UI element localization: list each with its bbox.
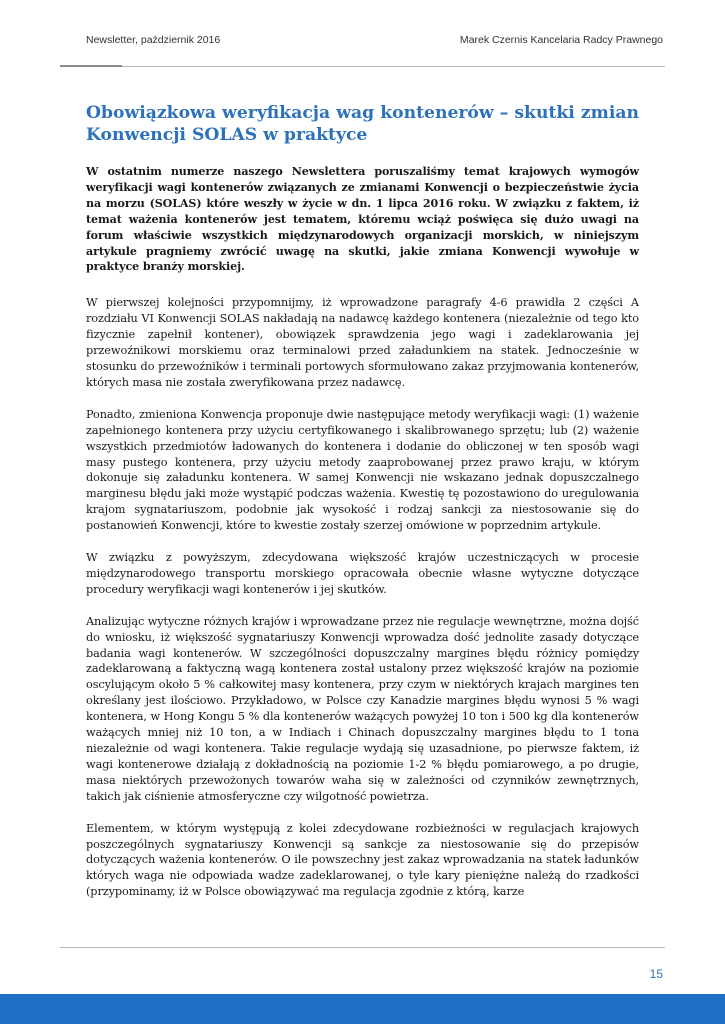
footer-color-band <box>0 994 725 1024</box>
article-paragraph: Analizując wytyczne różnych krajów i wprowadzane przez nie regulacje wewnętrzne, można dojść do wniosku, iż większość sygnatariuszy Konwencji wprowadza dość jednolite zasady dotyczące badania wagi kontenerów. W szczególności dopuszczalny margines błędu różnicy pomiędzy zadeklarowaną a faktyczną wagą kontenera został ustalony przez większość krajów na poziomie oscylującym około 5 % całkowitej masy kontenera, przy czym w niektórych krajach margines ten określany jest ilościowo. Przykładowo, w Polsce czy Kanadzie margines błędu wynosi 5 % wagi kontenera, w Hong Kongu 5 % dla kontenerów ważących powyżej 10 ton i 500 kg dla kontenerów ważących mniej niż 10 ton, a w Indiach i Chinach dopuszczalny margines błędu to 1 tona niezależnie od wagi kontenera. Takie regulacje wydają się uzasadnione, po pierwsze faktem, iż wagi kontenerowe działają z dokładnością na poziomie 1-2 % błędu pomiarowego, a po drugie, masa niektórych przewożonych towarów waha się w zależności od czynników zewnętrznych, takich jak ciśnienie atmosferyczne czy wilgotność powietrza. <box>86 614 639 803</box>
article-title: Obowiązkowa weryfikacja wag kontenerów – skutki zmian Konwencji SOLAS w praktyce <box>86 103 639 145</box>
article-paragraph: W związku z powyższym, zdecydowana większość krajów uczestniczących w procesie międzynarodowego transportu morskiego opracowała obecnie własne wytyczne dotyczące procedury weryfikacji wagi kontenerów i jej skutków. <box>86 551 639 596</box>
article-paragraph: Elementem, w którym występują z kolei zdecydowane rozbieżności w regulacjach krajowych poszczególnych sygnatariuszy Konwencji są sankcje za niestosowanie się do przepisów dotyczących ważenia kontenerów. O ile powszechny jest zakaz wprowadzania na statek ładunków których waga nie odpowiada wadze zadeklarowanej, o tyle kary pieniężne należą do rzadkości (przypominamy, iż w Polsce obowiązywać ma regulacja zgodnie z którą, karze <box>86 821 639 899</box>
article-paragraph: Ponadto, zmieniona Konwencja proponuje dwie następujące metody weryfikacji wagi: (1) ważenie zapełnionego kontenera przy użyciu certyfikowanego i skalibrowanego sprzętu; lub (2) ważenie wszystkich przedmiotów ładowanych do kontenera i dodanie do obliczonej w ten sposób wagi masy pustego kontenera, przy użyciu metody zaaprobowanej przez prawo kraju, w którym dokonuje się załadunku kontenera. W samej Konwencji nie wskazano jednak dopuszczalnego marginesu błędu jaki może wystąpić podczas ważenia. Kwestię tę pozostawiono do uregulowania krajom sygnatariuszom, podobnie jak wysokość i rodzaj sankcji za niestosowanie się do postanowień Konwencji, które to kwestie zostały szerzej omówione w poprzednim artykule. <box>86 407 639 533</box>
firm-name: Marek Czernis Kancelaria Radcy Prawnego <box>459 34 663 46</box>
article-lead: W ostatnim numerze naszego Newslettera poruszaliśmy temat krajowych wymogów weryfikacji wagi kontenerów związanych ze zmianami Konwencji o bezpieczeństwie życia na morzu (SOLAS) które weszły w życie w dn. 1 lipca 2016 roku. W związku z faktem, iż temat ważenia kontenerów jest tematem, któremu wciąż poświęca się dużo uwagi na forum właściwie wszystkich międzynarodowych organizacji morskich, w niniejszym artykule pragniemy zwrócić uwagę na skutki, jakie zmiana Konwencji wywołuje w praktyce branży morskiej. <box>86 165 639 274</box>
header-divider <box>60 66 665 67</box>
newsletter-date: Newsletter, październik 2016 <box>86 34 221 46</box>
footer-divider <box>60 947 665 948</box>
page-number: 15 <box>649 967 663 981</box>
article-body <box>86 164 639 916</box>
article-paragraph: W pierwszej kolejności przypomnijmy, iż wprowadzone paragrafy 4-6 prawidła 2 części A rozdziału VI Konwencji SOLAS nakładają na nadawcę każdego kontenera (niezależnie od tego kto fizycznie zapełnił kontener), obowiązek sprawdzenia jego wagi i zadeklarowania jej przewoźnikowi morskiemu oraz terminalowi przed załadunkiem na statek. Jednocześnie w stosunku do przewoźników i terminali portowych sformułowano zakaz przyjmowania kontenerów, których masa nie została zweryfikowana przez nadawcę. <box>86 296 639 389</box>
header-divider-accent <box>60 65 122 67</box>
page-header <box>86 34 663 46</box>
